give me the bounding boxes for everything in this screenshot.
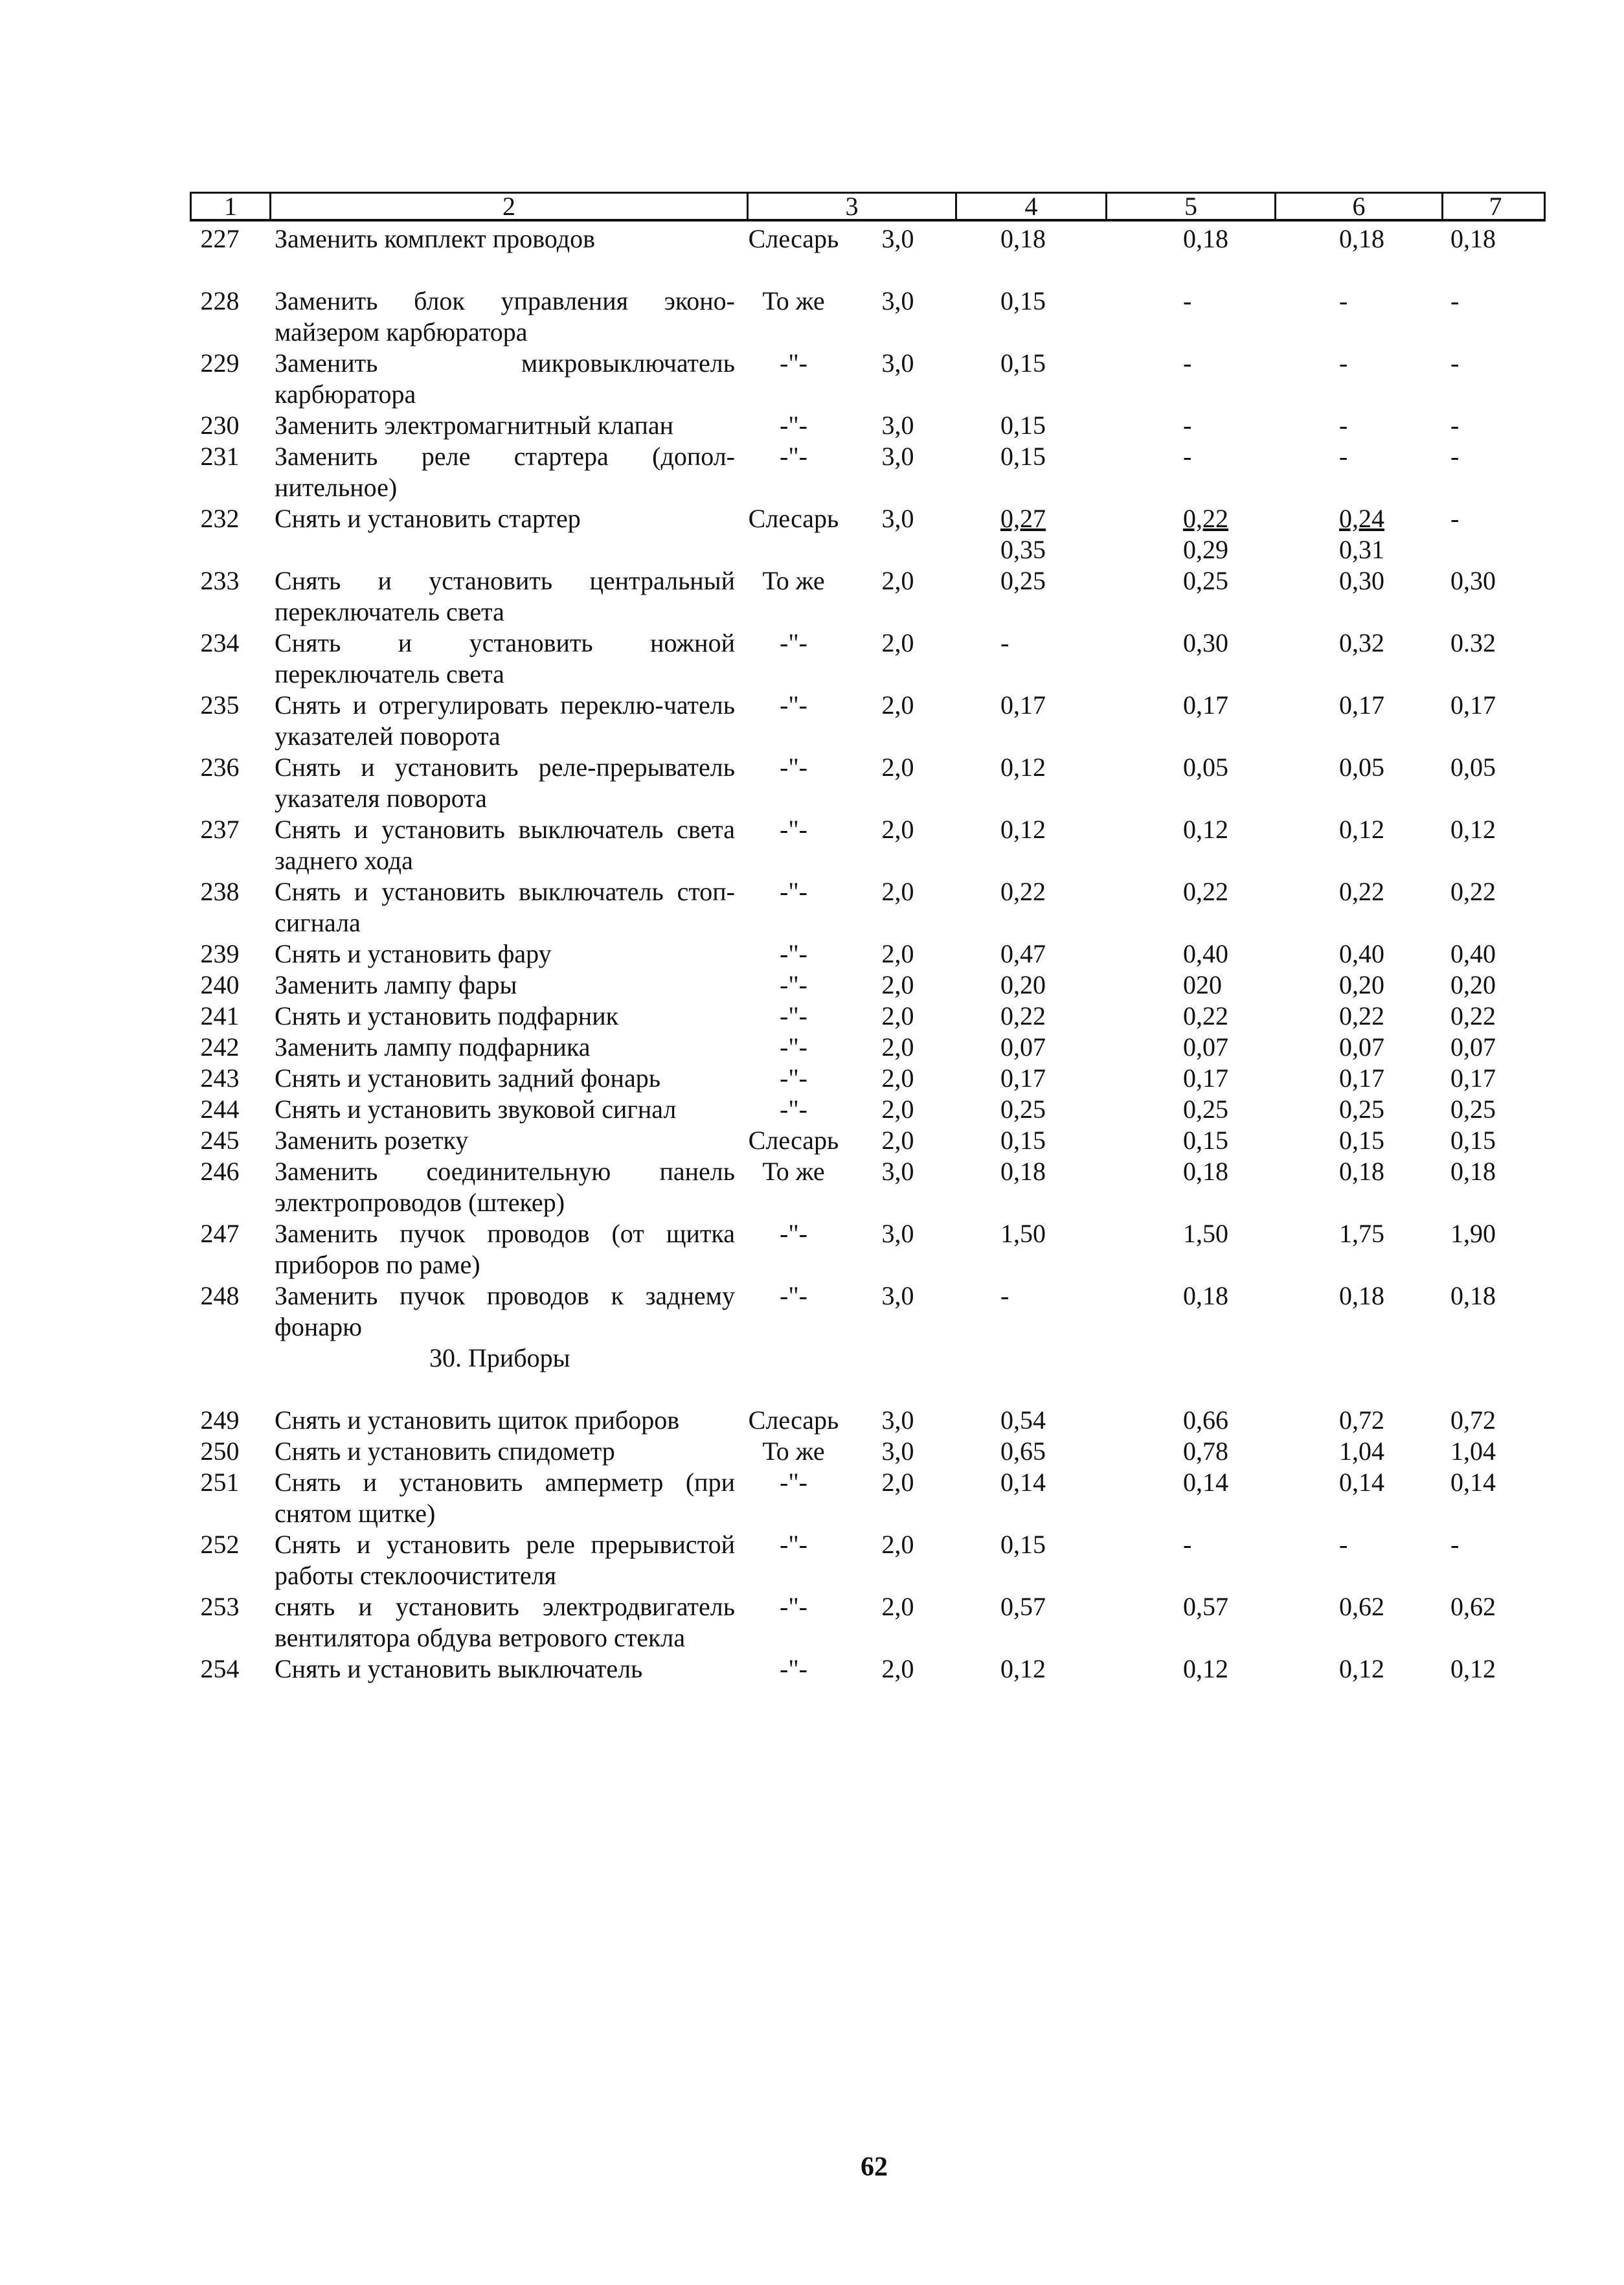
table-row <box>190 1405 1546 1436</box>
table-header <box>190 192 1546 222</box>
norm-col-4: 0,07 <box>1000 1032 1046 1062</box>
table-row <box>190 1591 1546 1654</box>
table-row <box>190 1280 1546 1343</box>
norm-col-6: 0,07 <box>1339 1032 1384 1062</box>
norm-col-5: 1,50 <box>1183 1219 1228 1248</box>
norm-col-4: - <box>1000 628 1009 657</box>
row-number: 234 <box>200 628 240 657</box>
norm-col-4: 0,12 <box>1000 1654 1046 1683</box>
work-category: 2,0 <box>881 1468 914 1497</box>
norm-col-4: 0,15 <box>1000 286 1046 315</box>
norm-col-4: 0,15 <box>1000 442 1046 471</box>
operation-name: Снять и отрегулировать переклю-чатель указателей поворота <box>275 690 735 751</box>
norm-col-5: 0,22 <box>1183 1001 1228 1030</box>
table-row <box>190 1032 1546 1063</box>
performer: Слесарь <box>748 1126 839 1155</box>
norm-col-4: 0,22 <box>1000 1001 1046 1030</box>
performer: -"- <box>780 877 807 906</box>
norm-col-7: 0,18 <box>1450 1281 1496 1310</box>
table-row <box>190 1094 1546 1125</box>
work-category: 3,0 <box>881 1405 914 1435</box>
row-number: 246 <box>200 1157 240 1186</box>
norm-col-6: 0,72 <box>1339 1405 1384 1435</box>
norm-col-5: - <box>1183 286 1192 315</box>
norm-col-7: 0,05 <box>1450 753 1496 782</box>
operation-name: Заменить электромагнитный клапан <box>275 411 674 440</box>
table-row <box>190 1125 1546 1156</box>
work-category: 3,0 <box>881 348 914 378</box>
norm-col-6: 0,14 <box>1339 1468 1384 1497</box>
norm-col-7: 0,17 <box>1450 690 1496 720</box>
norm-col-5: 0,18 <box>1183 224 1228 253</box>
norm-col-6: 0,17 <box>1339 1063 1384 1093</box>
norm-col-4: 0,18 <box>1000 1157 1046 1186</box>
norm-col-4: 0,15 <box>1000 348 1046 378</box>
performer: -"- <box>780 442 807 471</box>
operation-name: Заменить комплект проводов <box>275 224 595 253</box>
work-category: 3,0 <box>881 1157 914 1186</box>
row-number: 235 <box>200 690 240 720</box>
norm-col-5: 0,17 <box>1183 1063 1228 1093</box>
norm-col-6-top: 0,24 <box>1339 504 1384 533</box>
norm-col-6: 0,20 <box>1339 970 1384 999</box>
norm-col-6: 0,12 <box>1339 815 1384 844</box>
operation-name: Снять и установить задний фонарь <box>275 1063 660 1093</box>
performer: -"- <box>780 1281 807 1310</box>
norm-col-4: 0,17 <box>1000 1063 1046 1093</box>
operation-name: Снять и установить звуковой сигнал <box>275 1095 677 1124</box>
performer: -"- <box>780 1032 807 1062</box>
work-category: 3,0 <box>881 1219 914 1248</box>
norm-col-7: - <box>1450 348 1460 378</box>
table-row <box>190 1436 1546 1467</box>
norm-col-5-bottom: 0,29 <box>1183 535 1228 564</box>
page-number: 62 <box>861 2152 888 2182</box>
norm-col-7: - <box>1450 286 1460 315</box>
performer: -"- <box>780 1063 807 1093</box>
norm-col-5 <box>1105 503 1274 565</box>
work-category: 2,0 <box>881 1126 914 1155</box>
row-number: 249 <box>200 1405 240 1435</box>
norm-col-6: - <box>1339 348 1348 378</box>
norm-col-5: 020 <box>1183 970 1222 999</box>
performer: -"- <box>780 1592 807 1621</box>
norm-col-7: - <box>1450 411 1460 440</box>
row-number: 253 <box>200 1592 240 1621</box>
norm-col-6: - <box>1339 411 1348 440</box>
performer: -"- <box>780 970 807 999</box>
work-category: 2,0 <box>881 1095 914 1124</box>
norm-col-7: 1,04 <box>1450 1437 1496 1466</box>
norm-col-6: - <box>1339 442 1348 471</box>
work-category: 3,0 <box>881 411 914 440</box>
row-number: 231 <box>200 442 240 471</box>
norm-col-6-bottom: 0,31 <box>1339 535 1384 564</box>
operation-name: Снять и установить фару <box>275 939 552 968</box>
norm-col-6: 0,12 <box>1339 1654 1384 1683</box>
norm-col-4: 0,12 <box>1000 815 1046 844</box>
norm-col-5: 0,78 <box>1183 1437 1228 1466</box>
row-number: 242 <box>200 1032 240 1062</box>
operation-name: Снять и установить центральный переключатель света <box>275 566 735 626</box>
row-number: 230 <box>200 411 240 440</box>
operation-name: Заменить пучок проводов (от щитка приборов по раме) <box>275 1219 735 1279</box>
norm-col-5: - <box>1183 1530 1192 1559</box>
performer: То же <box>762 566 825 595</box>
performer: -"- <box>780 690 807 720</box>
operation-name: Снять и установить выключатель <box>275 1654 643 1683</box>
row-number: 233 <box>200 566 240 595</box>
performer: -"- <box>780 1001 807 1030</box>
norm-col-4-top: 0,27 <box>1000 504 1046 533</box>
work-category: 3,0 <box>881 224 914 253</box>
table-row <box>190 1063 1546 1094</box>
norm-col-7: 0,14 <box>1450 1468 1496 1497</box>
norm-col-5: 0,25 <box>1183 566 1228 595</box>
table-row <box>190 286 1546 348</box>
norm-col-7: 0,15 <box>1450 1126 1496 1155</box>
table-row <box>190 876 1546 938</box>
row-number: 245 <box>200 1126 240 1155</box>
work-category: 3,0 <box>881 504 914 533</box>
norm-col-6: 0,15 <box>1339 1126 1384 1155</box>
work-category: 3,0 <box>881 1437 914 1466</box>
norm-col-7: 0,17 <box>1450 1063 1496 1093</box>
norm-col-4: 0,47 <box>1000 939 1046 968</box>
table-row <box>190 441 1546 503</box>
norm-col-7: 0,72 <box>1450 1405 1496 1435</box>
performer: То же <box>762 1157 825 1186</box>
work-category: 2,0 <box>881 1063 914 1093</box>
norm-col-7: 0,07 <box>1450 1032 1496 1062</box>
work-category: 2,0 <box>881 1654 914 1683</box>
performer: -"- <box>780 815 807 844</box>
work-category: 2,0 <box>881 970 914 999</box>
header-col-3: 3 <box>749 194 957 220</box>
operation-name: Снять и установить щиток приборов <box>275 1405 680 1435</box>
norm-col-6: 0,22 <box>1339 877 1384 906</box>
performer: -"- <box>780 939 807 968</box>
norm-col-5: 0,15 <box>1183 1126 1228 1155</box>
norm-col-4: 0,22 <box>1000 877 1046 906</box>
norm-col-7: - <box>1450 504 1460 533</box>
header-col-7: 7 <box>1489 192 1502 221</box>
operation-name: Заменить соединительную панель электропроводов (штекер) <box>275 1157 735 1217</box>
work-category: 2,0 <box>881 815 914 844</box>
norm-col-5: 0,18 <box>1183 1157 1228 1186</box>
row-number: 229 <box>200 348 240 378</box>
norm-col-6: - <box>1339 286 1348 315</box>
performer: Слесарь <box>748 224 839 253</box>
operation-name: Заменить пучок проводов к заднему фонарю <box>275 1281 735 1341</box>
header-col-2: 2 <box>271 194 749 220</box>
norm-col-5: 0,40 <box>1183 939 1228 968</box>
performer: -"- <box>780 1530 807 1559</box>
header-col-4: 4 <box>957 194 1107 220</box>
performer: -"- <box>780 411 807 440</box>
operation-name: Снять и установить ножной переключатель света <box>275 628 735 688</box>
norm-col-6: 0,18 <box>1339 1281 1384 1310</box>
norm-col-5: 0,30 <box>1183 628 1228 657</box>
row-group-a <box>190 223 1546 255</box>
norm-col-5: 0,12 <box>1183 815 1228 844</box>
norm-col-5: 0,25 <box>1183 1095 1228 1124</box>
header-col-1: 1 <box>192 194 271 220</box>
table-row <box>190 938 1546 970</box>
row-number: 250 <box>200 1437 240 1466</box>
table-row <box>190 565 1546 628</box>
norm-col-7: - <box>1450 1530 1460 1559</box>
norm-col-7: 0,62 <box>1450 1592 1496 1621</box>
performer: -"- <box>780 1219 807 1248</box>
performer: -"- <box>780 1095 807 1124</box>
table-row <box>190 628 1546 690</box>
norm-col-4: 0,15 <box>1000 411 1046 440</box>
row-number: 254 <box>200 1654 240 1683</box>
operation-name: Заменить лампу фары <box>275 970 517 999</box>
norm-col-7: 0,25 <box>1450 1095 1496 1124</box>
norm-col-4: 0,15 <box>1000 1126 1046 1155</box>
operation-name: Заменить блок управления эконо-майзером карбюратора <box>275 286 735 347</box>
norm-col-5: 0,14 <box>1183 1468 1228 1497</box>
work-category: 2,0 <box>881 1530 914 1559</box>
row-spacer <box>190 255 1546 286</box>
row-number: 247 <box>200 1219 240 1248</box>
row-number: 248 <box>200 1281 240 1310</box>
operation-name: Снять и установить выключатель света заднего хода <box>275 815 735 875</box>
norm-col-4: - <box>1000 1281 1009 1310</box>
table-row <box>190 814 1546 876</box>
performer: -"- <box>780 628 807 657</box>
work-category: 3,0 <box>881 1281 914 1310</box>
norm-col-4: 0,12 <box>1000 753 1046 782</box>
row-number: 240 <box>200 970 240 999</box>
section-title: 30. Приборы <box>429 1343 570 1372</box>
row-number: 244 <box>200 1095 240 1124</box>
work-category: 3,0 <box>881 442 914 471</box>
norm-col-7: 0,18 <box>1450 224 1496 253</box>
operation-name: Заменить лампу подфарника <box>275 1032 591 1062</box>
norm-col-6: 0,30 <box>1339 566 1384 595</box>
norm-col-4: 0,57 <box>1000 1592 1046 1621</box>
row-number: 232 <box>200 504 240 533</box>
norm-col-5: 0,17 <box>1183 690 1228 720</box>
performer: -"- <box>780 348 807 378</box>
table-row <box>190 348 1546 410</box>
table-row <box>190 690 1546 752</box>
row-number: 251 <box>200 1468 240 1497</box>
work-category: 2,0 <box>881 877 914 906</box>
norm-col-6: 1,04 <box>1339 1437 1384 1466</box>
table-row <box>190 1467 1546 1529</box>
norm-col-7: 0,12 <box>1450 815 1496 844</box>
operation-name: Снять и установить реле-прерыватель указателя поворота <box>275 753 735 813</box>
row-group-c <box>190 1405 1546 1685</box>
row-number: 227 <box>200 224 240 253</box>
norm-col-4: 0,20 <box>1000 970 1046 999</box>
norm-col-6: 0,62 <box>1339 1592 1384 1621</box>
operation-name: Снять и установить амперметр (при снятом щитке) <box>275 1468 735 1528</box>
row-number: 237 <box>200 815 240 844</box>
norm-col-5: 0,18 <box>1183 1281 1228 1310</box>
row-spacer <box>190 1374 1546 1405</box>
norm-col-7: 0,30 <box>1450 566 1496 595</box>
norm-col-7: 0.32 <box>1450 628 1496 657</box>
norm-col-4: 0,25 <box>1000 1095 1046 1124</box>
operation-name: Снять и установить подфарник <box>275 1001 619 1030</box>
norm-col-6: 0,17 <box>1339 690 1384 720</box>
work-category: 2,0 <box>881 1001 914 1030</box>
row-number: 236 <box>200 753 240 782</box>
norm-col-7: 1,90 <box>1450 1219 1496 1248</box>
norm-col-5: 0,66 <box>1183 1405 1228 1435</box>
norm-col-5: 0,05 <box>1183 753 1228 782</box>
operation-name: Заменить микровыключатель карбюратора <box>275 348 735 409</box>
norm-col-4 <box>955 503 1105 565</box>
operation-name: Снять и установить реле прерывистой работы стеклоочистителя <box>275 1530 735 1590</box>
norm-col-6: - <box>1339 1530 1348 1559</box>
norm-col-4-bottom: 0,35 <box>1000 535 1046 564</box>
table-row <box>190 410 1546 441</box>
operation-name: Снять и установить выключатель стоп-сигнала <box>275 877 735 937</box>
norm-col-5-top: 0,22 <box>1183 504 1228 533</box>
norm-col-5: 0,22 <box>1183 877 1228 906</box>
table-row <box>190 1001 1546 1032</box>
norm-col-4: 0,15 <box>1000 1530 1046 1559</box>
work-category: 3,0 <box>881 286 914 315</box>
table-row <box>190 1218 1546 1280</box>
operation-name: Снять и установить стартер <box>275 504 581 533</box>
performer: То же <box>762 1437 825 1466</box>
norm-col-6: 0,40 <box>1339 939 1384 968</box>
table-row <box>190 752 1546 814</box>
table-row <box>190 503 1546 565</box>
table-row <box>190 223 1546 255</box>
norm-col-6: 0,25 <box>1339 1095 1384 1124</box>
norm-col-4: 0,17 <box>1000 690 1046 720</box>
norm-col-6: 0,05 <box>1339 753 1384 782</box>
row-number: 228 <box>200 286 240 315</box>
norm-col-7: - <box>1450 442 1460 471</box>
norm-col-5: 0,07 <box>1183 1032 1228 1062</box>
table-row <box>190 1654 1546 1685</box>
norm-col-6 <box>1274 503 1441 565</box>
norm-col-6: 0,18 <box>1339 1157 1384 1186</box>
work-category: 2,0 <box>881 566 914 595</box>
table-body <box>190 223 1546 1685</box>
work-category: 2,0 <box>881 939 914 968</box>
performer: Слесарь <box>748 1405 839 1435</box>
norm-col-6: 0,22 <box>1339 1001 1384 1030</box>
header-col-5: 5 <box>1107 194 1276 220</box>
norm-col-5: 0,57 <box>1183 1592 1228 1621</box>
norm-col-6: 0,32 <box>1339 628 1384 657</box>
performer: -"- <box>780 1654 807 1683</box>
norm-col-7: 0,22 <box>1450 877 1496 906</box>
operation-name: Заменить розетку <box>275 1126 469 1155</box>
table-row <box>190 970 1546 1001</box>
norm-col-4: 0,18 <box>1000 224 1046 253</box>
work-category: 2,0 <box>881 1032 914 1062</box>
norm-col-7: 0,22 <box>1450 1001 1496 1030</box>
row-number: 243 <box>200 1063 240 1093</box>
norm-col-7: 0,20 <box>1450 970 1496 999</box>
performer: -"- <box>780 1468 807 1497</box>
norm-col-5: - <box>1183 348 1192 378</box>
norm-col-5: 0,12 <box>1183 1654 1228 1683</box>
norm-col-4: 1,50 <box>1000 1219 1046 1248</box>
row-group-b <box>190 286 1546 1343</box>
row-number: 238 <box>200 877 240 906</box>
performer: Слесарь <box>748 504 839 533</box>
table-row <box>190 1529 1546 1591</box>
table-row <box>190 1156 1546 1218</box>
norm-col-7: 0,40 <box>1450 939 1496 968</box>
norm-col-4: 0,14 <box>1000 1468 1046 1497</box>
operation-name: Снять и установить спидометр <box>275 1437 615 1466</box>
row-number: 239 <box>200 939 240 968</box>
norm-col-4: 0,65 <box>1000 1437 1046 1466</box>
work-category: 2,0 <box>881 753 914 782</box>
performer: То же <box>762 286 825 315</box>
row-number: 252 <box>200 1530 240 1559</box>
norm-col-6: 1,75 <box>1339 1219 1384 1248</box>
row-number: 241 <box>200 1001 240 1030</box>
work-category: 2,0 <box>881 1592 914 1621</box>
norm-col-7: 0,12 <box>1450 1654 1496 1683</box>
norm-col-4: 0,25 <box>1000 566 1046 595</box>
header-col-6: 6 <box>1276 194 1443 220</box>
operation-name: Заменить реле стартера (допол-нительное) <box>275 442 735 502</box>
performer: -"- <box>780 753 807 782</box>
operation-name: снять и установить электродвигатель вентилятора обдува ветрового стекла <box>275 1592 735 1652</box>
norm-col-5: - <box>1183 442 1192 471</box>
work-category: 2,0 <box>881 628 914 657</box>
norm-col-5: - <box>1183 411 1192 440</box>
norm-col-7: 0,18 <box>1450 1157 1496 1186</box>
norm-col-4: 0,54 <box>1000 1405 1046 1435</box>
norm-col-6: 0,18 <box>1339 224 1384 253</box>
work-category: 2,0 <box>881 690 914 720</box>
